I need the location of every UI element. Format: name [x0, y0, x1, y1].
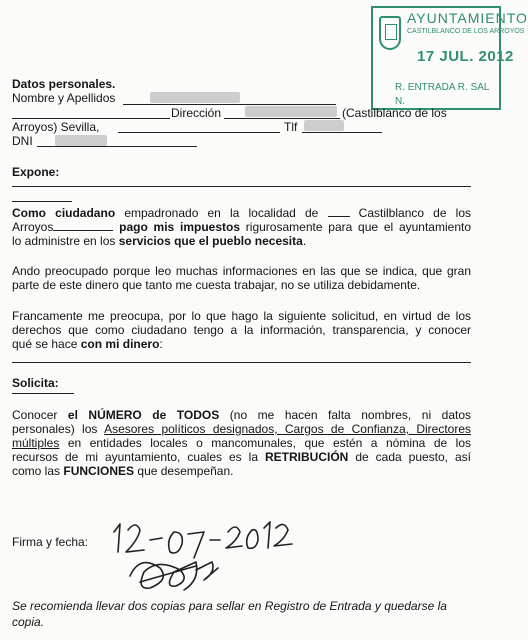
solicita-line3 — [12, 436, 471, 450]
registry-stamp — [371, 6, 528, 110]
sol-text-1: Conocer — [12, 408, 58, 422]
expone-p1-line1 — [12, 206, 471, 220]
p3-text: qué se hace — [12, 337, 78, 351]
stamp-registry: R. ENTRADA R. SAL — [395, 82, 490, 93]
footer-line2: copia. — [12, 615, 45, 629]
p1-blank-1 — [328, 206, 350, 217]
sol-text-5: recursos de mi ayuntamiento, cuales es la — [12, 450, 258, 464]
name-line-2 — [12, 118, 170, 119]
expone-p3-line1: Francamente me preocupa, por lo que hago la siguiente solicitud, en virtud de los — [12, 309, 471, 323]
city-line: Arroyos) Sevilla, — [12, 120, 100, 134]
expone-p1-line3 — [12, 234, 306, 248]
sol-bold-funciones: FUNCIONES — [63, 464, 135, 478]
redacted-dni — [55, 135, 107, 146]
stamp-number-label: N. — [395, 96, 405, 107]
p1-text-1: empadronado en la localidad de — [124, 206, 319, 220]
expone-line-1 — [12, 186, 471, 187]
sol-text-7: como las — [12, 464, 61, 478]
solicita-line1 — [12, 408, 471, 422]
stamp-org-sub: CASTILBLANCO DE LOS ARROYOS — [407, 28, 525, 35]
firma-label: Firma y fecha: — [12, 535, 89, 549]
redacted-phone — [304, 120, 344, 131]
expone-p2-line2: parte de este dinero que tanto me cuesta trabajar, no se utiliza debidamente. — [12, 278, 421, 292]
address-label: Dirección — [171, 106, 222, 120]
dni-line — [37, 146, 197, 147]
sol-text-3: personales) los — [12, 422, 98, 436]
p3-bold-dinero: con mi dinero — [80, 337, 160, 351]
p1-blank-2 — [53, 220, 113, 231]
p1-text-4: rigurosamente para que el ayuntamiento — [245, 220, 471, 234]
redacted-address — [245, 106, 337, 117]
stamp-date: 17 JUL. 2012 — [417, 48, 514, 65]
sol-underline-asesores: Asesores políticos designados, Cargos de Confianza, Directores — [104, 422, 472, 436]
sol-text-2: (no me hacen falta nombres, ni datos — [229, 408, 472, 422]
p1-bold-impuestos: pago mis impuestos — [119, 220, 241, 234]
p1-bold-servicios: servicios que el pueblo necesita — [118, 234, 303, 248]
solicita-heading: Solicita: — [12, 376, 59, 390]
stamp-org: AYUNTAMIENTO — [407, 10, 528, 26]
redacted-name — [150, 92, 240, 103]
personal-heading: Datos personales. — [12, 77, 116, 91]
sol-underline-multiples: múltiples — [12, 436, 60, 450]
sol-bold-retribucion: RETRIBUCIÓN — [264, 450, 349, 464]
expone-heading: Expone: — [12, 165, 60, 179]
expone-line-2 — [12, 201, 72, 202]
phone-line — [302, 132, 382, 133]
name-label: Nombre y Apellidos — [12, 91, 116, 105]
address-line — [224, 118, 340, 119]
expone-p2-line1: Ando preocupado porque leo muchas informaciones en las que se indica, que gran — [12, 264, 471, 278]
sol-text-8: que desempeñan. — [137, 464, 234, 478]
expone-p3-line2: derechos que como ciudadano tengo a la información, transparencia, y conocer — [12, 323, 471, 337]
p1-text-2: Castilblanco de los — [358, 206, 472, 220]
handwritten-date-and-signature — [100, 510, 310, 600]
expone-p1-line2 — [12, 220, 471, 234]
dni-label: DNI — [12, 134, 33, 148]
solicita-line2 — [12, 422, 471, 436]
phone-label: Tlf — [284, 120, 298, 134]
p1-text-6: . — [302, 234, 307, 248]
p3-colon: : — [159, 337, 163, 351]
solicita-line — [12, 393, 74, 394]
expone-line-3 — [12, 362, 471, 363]
solicita-line5 — [12, 464, 233, 478]
sol-text-4: en entidades locales o mancomunales, que estén a nómina de los — [67, 436, 471, 450]
name-line — [123, 104, 336, 105]
footer-line1: Se recomienda llevar dos copias para sellar en Registro de Entrada y quedarse la — [12, 599, 447, 613]
p1-text-5: lo administre en los — [12, 234, 116, 248]
sol-bold-numero: el NÚMERO de TODOS — [67, 408, 220, 422]
solicita-line4 — [12, 450, 471, 464]
coat-of-arms-icon — [379, 16, 401, 50]
sol-text-6: de cada puesto, así — [355, 450, 471, 464]
p1-text-3: Arroyos — [12, 220, 54, 234]
address-suffix: (Castilblanco de los — [342, 106, 447, 120]
expone-p3-line3 — [12, 337, 163, 351]
p1-bold-ciudadano: Como ciudadano — [12, 206, 116, 220]
city-fill-line — [118, 132, 280, 133]
